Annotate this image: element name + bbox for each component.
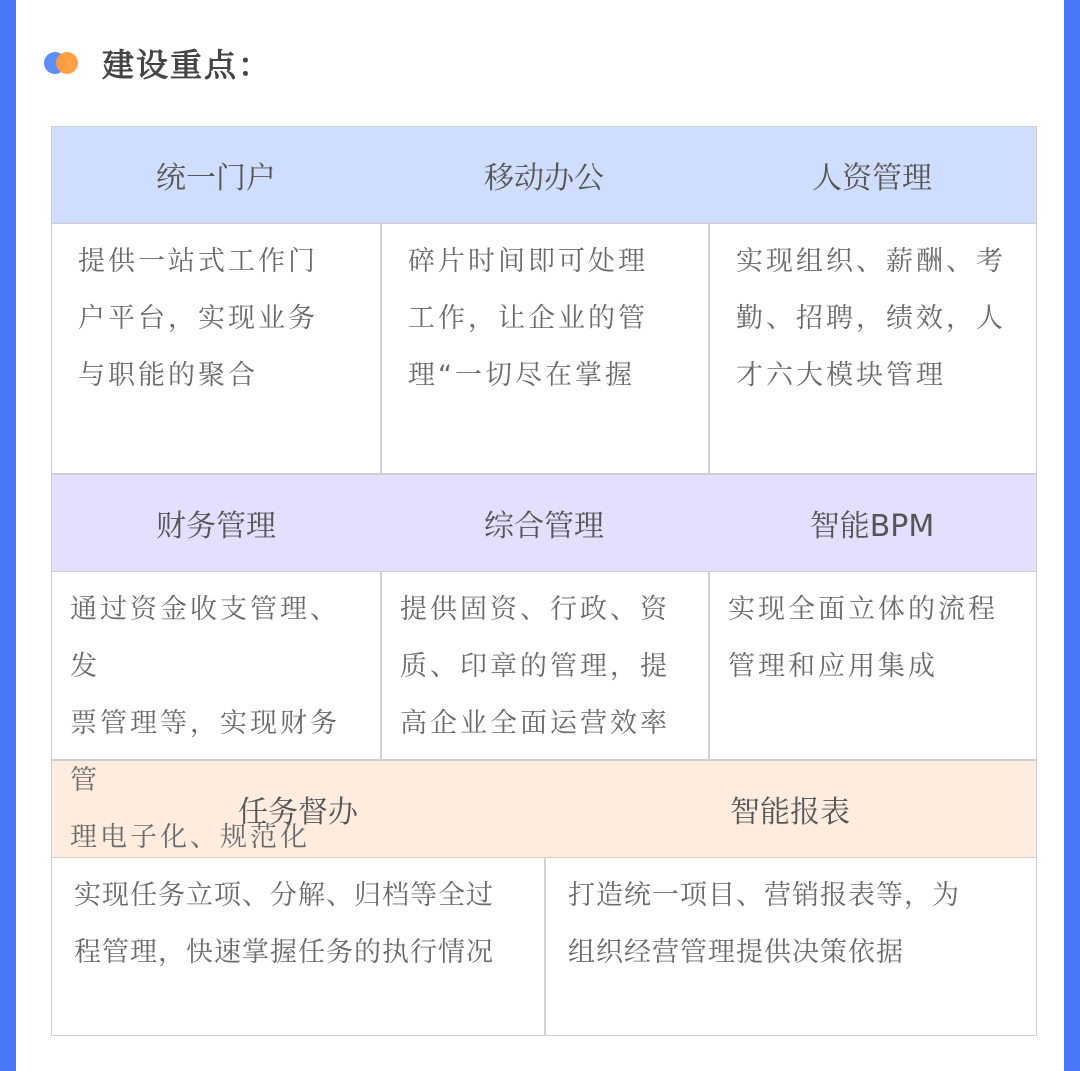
- desc-line: 质、印章的管理，提: [400, 651, 670, 682]
- module-desc-general-management: [380, 572, 708, 760]
- desc-line: 碎片时间即可处理: [408, 246, 648, 277]
- module-title-mobile-office: 移动办公: [484, 161, 604, 196]
- two-dots-icon: [44, 50, 84, 76]
- desc-line: 提供一站式工作门: [78, 246, 318, 277]
- module-title-unified-portal: 统一门户: [156, 161, 276, 196]
- module-desc-smart-reports: [544, 858, 1036, 1036]
- desc-line: 组织经营管理提供决策依据: [568, 937, 904, 968]
- frame-right-border: [1064, 0, 1080, 1071]
- module-title-task-supervision: 任务督办: [238, 795, 358, 830]
- module-desc-unified-portal: [52, 224, 380, 474]
- desc-line: 打造统一项目、营销报表等，为: [568, 880, 960, 911]
- module-title-hr-management: 人资管理: [812, 161, 932, 196]
- desc-line: 理电子化、规范化: [70, 822, 310, 853]
- desc-line: 实现任务立项、分解、归档等全过: [74, 880, 494, 911]
- desc-line: 实现组织、薪酬、考: [736, 246, 1006, 277]
- module-desc-task-supervision: [52, 858, 544, 1036]
- desc-line: 理“一切尽在掌握: [408, 360, 635, 391]
- module-desc-hr-management: [708, 224, 1036, 474]
- desc-line: 管理和应用集成: [728, 651, 938, 682]
- orange-dot: [56, 52, 78, 74]
- section-header: [44, 38, 272, 88]
- module-desc-mobile-office: [380, 224, 708, 474]
- module-title-smart-reports: 智能报表: [730, 795, 850, 830]
- desc-line: 高企业全面运营效率: [400, 708, 670, 739]
- page-title: 建设重点：: [102, 46, 273, 84]
- description-row-1: [51, 224, 1037, 474]
- module-title-general-management: 综合管理: [484, 509, 604, 544]
- module-title-finance: 财务管理: [156, 509, 276, 544]
- module-desc-smart-bpm: [708, 572, 1036, 760]
- desc-line: 通过资金收支管理、发: [70, 594, 340, 682]
- desc-line: 实现全面立体的流程: [728, 594, 998, 625]
- feature-grid: [51, 126, 1037, 1036]
- description-row-3: [51, 858, 1037, 1036]
- header-band-1: [51, 126, 1037, 224]
- frame-left-border: [0, 0, 16, 1071]
- desc-line: 程管理，快速掌握任务的执行情况: [74, 937, 494, 968]
- desc-line: 工作，让企业的管: [408, 303, 648, 334]
- header-band-2: [51, 474, 1037, 572]
- desc-line: 才六大模块管理: [736, 360, 946, 391]
- desc-line: 户平台，实现业务: [78, 303, 318, 334]
- desc-line: 提供固资、行政、资: [400, 594, 670, 625]
- desc-line: 票管理等，实现财务管: [70, 708, 340, 796]
- desc-line: 与职能的聚合: [78, 360, 258, 391]
- desc-line: 勤、招聘，绩效，人: [736, 303, 1006, 334]
- module-title-smart-bpm: 智能BPM: [809, 509, 935, 544]
